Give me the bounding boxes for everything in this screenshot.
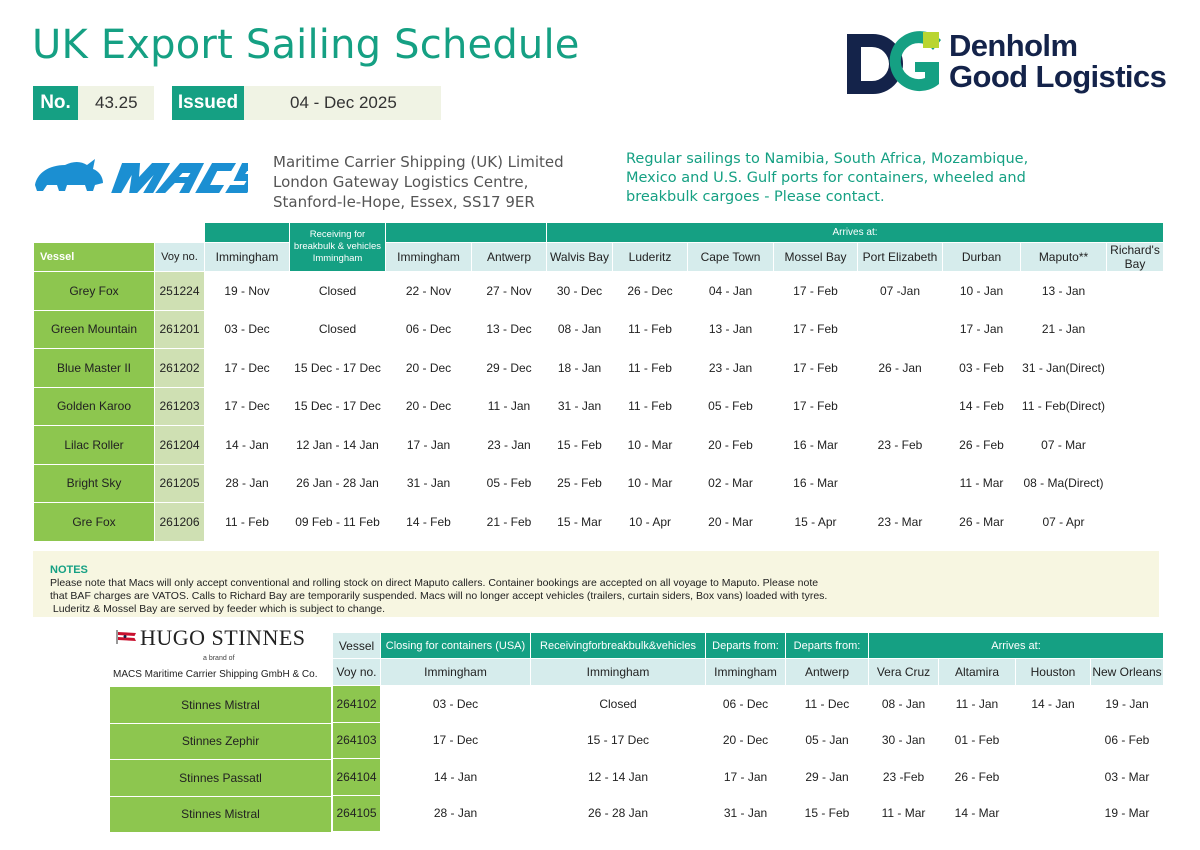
table-cell: 03 - Feb <box>943 349 1021 388</box>
table-cell: 17 - Feb <box>774 272 858 311</box>
table-cell: 07 - Mar <box>1021 426 1107 465</box>
table-cell: 26 - Feb <box>943 426 1021 465</box>
table-cell: 11 - Mar <box>869 795 939 832</box>
company-address <box>273 152 564 212</box>
table-cell: 11 - Jan <box>472 387 547 426</box>
voyage-number: 264104 <box>333 759 381 796</box>
table-row <box>333 795 1164 832</box>
issued-value: 04 - Dec 2025 <box>244 86 441 120</box>
table-cell: 26 - 28 Jan <box>531 795 706 832</box>
vessel-name: Lilac Roller <box>34 426 155 465</box>
col-header: Luderitz <box>613 243 688 272</box>
table-cell: 31 - Jan(Direct) <box>1021 349 1107 388</box>
col-voy-no: Voy no. <box>155 243 205 272</box>
table-cell: 26 - Feb <box>939 759 1016 796</box>
table-cell: Closed <box>531 686 706 723</box>
table-cell: 11 - Mar <box>943 464 1021 503</box>
table-cell <box>858 387 943 426</box>
table-cell <box>1016 795 1091 832</box>
voyage-number: 251224 <box>155 272 205 311</box>
company-line-3: Stanford-le-Hope, Essex, SS17 9ER <box>273 193 535 211</box>
table-cell: 07 - Apr <box>1021 503 1107 542</box>
table-cell: 14 - Feb <box>943 387 1021 426</box>
table-cell: 13 - Jan <box>688 310 774 349</box>
table-cell: 09 Feb - 11 Feb <box>290 503 386 542</box>
table-cell: 14 - Jan <box>1016 686 1091 723</box>
table-cell: 20 - Dec <box>386 349 472 388</box>
table-cell: 19 - Jan <box>1091 686 1164 723</box>
table-cell: 11 - Feb <box>613 387 688 426</box>
table-cell: 26 - Jan <box>858 349 943 388</box>
hugo-stinnes-schedule-table <box>332 632 1164 832</box>
table-cell: 17 - Jan <box>706 759 786 796</box>
table-cell: Closed <box>290 272 386 311</box>
table-cell: 11 - Feb <box>613 310 688 349</box>
table-cell <box>1107 272 1164 311</box>
col-header: Walvis Bay <box>547 243 613 272</box>
page-title: UK Export Sailing Schedule <box>32 22 580 68</box>
voyage-number: 261204 <box>155 426 205 465</box>
col-header: Antwerp <box>786 659 869 686</box>
col-header: Altamira <box>939 659 1016 686</box>
col-header: Cape Town <box>688 243 774 272</box>
table-cell: 03 - Dec <box>205 310 290 349</box>
number-label: No. <box>33 86 78 120</box>
table-cell: 26 - Mar <box>943 503 1021 542</box>
table-cell: 21 - Jan <box>1021 310 1107 349</box>
col-header: Immingham <box>531 659 706 686</box>
table-cell: 15 - Mar <box>547 503 613 542</box>
table-cell: 01 - Feb <box>939 722 1016 759</box>
table-cell: 20 - Feb <box>688 426 774 465</box>
table-cell: 06 - Dec <box>386 310 472 349</box>
table-row <box>34 426 1164 465</box>
voyage-number: 261201 <box>155 310 205 349</box>
table-cell: 22 - Nov <box>386 272 472 311</box>
table-cell: 17 - Feb <box>774 387 858 426</box>
voyage-number: 261205 <box>155 464 205 503</box>
table-cell: 05 - Feb <box>688 387 774 426</box>
table-cell <box>1107 387 1164 426</box>
col-vessel: Vessel <box>34 243 155 272</box>
voyage-number: 264105 <box>333 795 381 832</box>
table-row <box>34 503 1164 542</box>
table-cell: 10 - Mar <box>613 464 688 503</box>
table-cell: 29 - Dec <box>472 349 547 388</box>
hugo-stinnes-company: MACS Maritime Carrier Shipping GmbH & Co. <box>113 669 318 680</box>
table-cell: 06 - Dec <box>706 686 786 723</box>
table-cell: 13 - Dec <box>472 310 547 349</box>
table-cell: 20 - Dec <box>386 387 472 426</box>
table-cell: 03 - Mar <box>1091 759 1164 796</box>
table-cell: 17 - Jan <box>386 426 472 465</box>
table-row <box>34 310 1164 349</box>
vessel-name: Stinnes Zephir <box>110 723 332 760</box>
table-cell <box>858 310 943 349</box>
table-cell: 08 - Jan <box>869 686 939 723</box>
vessel-name: Golden Karoo <box>34 387 155 426</box>
table-cell: 15 Dec - 17 Dec <box>290 349 386 388</box>
table-cell: 14 - Mar <box>939 795 1016 832</box>
vessel-name: Grey Fox <box>34 272 155 311</box>
col-header: Richard's Bay <box>1107 243 1164 272</box>
table-cell: 30 - Jan <box>869 722 939 759</box>
table-row <box>34 272 1164 311</box>
brand-of-label: a brand of <box>203 655 235 662</box>
table-cell: 17 - Dec <box>205 387 290 426</box>
vessel-name: Green Mountain <box>34 310 155 349</box>
notes-line-2: that BAF charges are VATOS. Calls to Richard Bay are temporarily suspended. Macs will no longer accept vehicles (trailers, curtain siders, Box vans) loaded with tyres. <box>50 590 828 602</box>
table-cell: 05 - Feb <box>472 464 547 503</box>
table-cell: 16 - Mar <box>774 426 858 465</box>
notes-line-1: Please note that Macs will only accept conventional and rolling stock on direct Maputo callers. Container bookings are accepted on all voyage to Maputo. Please note <box>50 577 819 589</box>
table-cell <box>858 464 943 503</box>
table-cell: 14 - Jan <box>205 426 290 465</box>
notes-title: NOTES <box>50 564 88 576</box>
table-cell: 18 - Jan <box>547 349 613 388</box>
group-header-closing: Closing for containers (USA) <box>381 633 531 659</box>
table-cell: 08 - Ma(Direct) <box>1021 464 1107 503</box>
number-value: 43.25 <box>78 86 154 120</box>
macs-rhino-logo <box>33 155 248 197</box>
table-cell: 11 - Jan <box>939 686 1016 723</box>
table-cell: 02 - Mar <box>688 464 774 503</box>
table-cell: 17 - Feb <box>774 349 858 388</box>
table-cell <box>1107 349 1164 388</box>
table-cell: 04 - Jan <box>688 272 774 311</box>
table-cell: 14 - Jan <box>381 759 531 796</box>
table-cell <box>1107 426 1164 465</box>
table-cell: 17 - Feb <box>774 310 858 349</box>
table-cell: 11 - Feb <box>205 503 290 542</box>
col-header: Vera Cruz <box>869 659 939 686</box>
dg-line2: Good Logistics <box>949 59 1167 94</box>
group-header-arrives: Arrives at: <box>547 223 1164 243</box>
table-cell <box>1016 759 1091 796</box>
col-header: Immingham <box>706 659 786 686</box>
table-cell: 26 Jan - 28 Jan <box>290 464 386 503</box>
table-row <box>34 387 1164 426</box>
table-cell: 20 - Mar <box>688 503 774 542</box>
table-row <box>333 722 1164 759</box>
col-header: Mossel Bay <box>774 243 858 272</box>
table-row <box>34 464 1164 503</box>
table-cell: 16 - Mar <box>774 464 858 503</box>
table-cell: 30 - Dec <box>547 272 613 311</box>
table-cell: 19 - Nov <box>205 272 290 311</box>
table-cell: 23 -Feb <box>869 759 939 796</box>
table-cell: 11 - Feb(Direct) <box>1021 387 1107 426</box>
group-header-blank-1 <box>205 223 290 243</box>
col-header: Immingham <box>386 243 472 272</box>
vessel-name: Stinnes Mistral <box>110 796 332 833</box>
table-cell: 12 - 14 Jan <box>531 759 706 796</box>
hugo-vessel-names <box>109 686 332 833</box>
col-header: Port Elizabeth <box>858 243 943 272</box>
notes-box <box>33 551 1159 617</box>
table-cell: 23 - Jan <box>472 426 547 465</box>
table-cell: Closed <box>290 310 386 349</box>
hugo-stinnes-flag-icon <box>116 630 138 644</box>
table-cell: 23 - Feb <box>858 426 943 465</box>
hugo-stinnes-wordmark: HUGO STINNES <box>140 625 306 650</box>
table-cell: 28 - Jan <box>205 464 290 503</box>
vessel-name: Stinnes Passatl <box>110 760 332 797</box>
col-header: Immingham <box>205 243 290 272</box>
group-header-receiving: Receiving for breakbulk & vehicles Immingham <box>290 223 386 272</box>
issued-label: Issued <box>172 86 244 120</box>
voyage-number: 261203 <box>155 387 205 426</box>
table-cell: 19 - Mar <box>1091 795 1164 832</box>
col-header: New Orleans <box>1091 659 1164 686</box>
table-cell: 31 - Jan <box>706 795 786 832</box>
table-cell: 17 - Dec <box>205 349 290 388</box>
table-cell <box>1107 310 1164 349</box>
table-cell: 23 - Mar <box>858 503 943 542</box>
table-cell: 31 - Jan <box>386 464 472 503</box>
table-cell: 21 - Feb <box>472 503 547 542</box>
table-row <box>333 686 1164 723</box>
table-cell: 15 - Feb <box>547 426 613 465</box>
table-cell: 11 - Dec <box>786 686 869 723</box>
vessel-name: Stinnes Mistral <box>110 687 332 724</box>
table-cell: 12 Jan - 14 Jan <box>290 426 386 465</box>
table-cell: 17 - Dec <box>381 722 531 759</box>
table-cell: 31 - Jan <box>547 387 613 426</box>
table-row <box>333 759 1164 796</box>
table-cell: 28 - Jan <box>381 795 531 832</box>
table-cell: 27 - Nov <box>472 272 547 311</box>
table-cell: 05 - Jan <box>786 722 869 759</box>
table-cell: 10 - Apr <box>613 503 688 542</box>
col-header: Houston <box>1016 659 1091 686</box>
col-header: Antwerp <box>472 243 547 272</box>
table-cell: 10 - Jan <box>943 272 1021 311</box>
service-tagline: Regular sailings to Namibia, South Africa, Mozambique, Mexico and U.S. Gulf ports for containers, wheeled and breakbulk cargoes - Please contact. <box>626 151 1029 205</box>
dg-line1: Denholm <box>949 28 1078 63</box>
table-cell <box>1107 503 1164 542</box>
group-header-receiving: Receivingforbreakbulk&vehicles <box>531 633 706 659</box>
voyage-number: 264102 <box>333 686 381 723</box>
group-header-departs-2: Departs from: <box>786 633 869 659</box>
table-cell: 15 Dec - 17 Dec <box>290 387 386 426</box>
vessel-name: Gre Fox <box>34 503 155 542</box>
macs-schedule-table <box>33 222 1164 542</box>
table-cell: 15 - 17 Dec <box>531 722 706 759</box>
table-cell: 07 -Jan <box>858 272 943 311</box>
table-cell: 26 - Dec <box>613 272 688 311</box>
vessel-name: Blue Master II <box>34 349 155 388</box>
table-cell: 15 - Feb <box>786 795 869 832</box>
denholm-good-logistics-wordmark <box>949 30 1166 92</box>
voyage-number: 264103 <box>333 722 381 759</box>
col-header: Maputo** <box>1021 243 1107 272</box>
table-cell: 11 - Feb <box>613 349 688 388</box>
group-header-arrives: Arrives at: <box>869 633 1164 659</box>
col-header: Durban <box>943 243 1021 272</box>
table-cell: 10 - Mar <box>613 426 688 465</box>
table-cell: 20 - Dec <box>706 722 786 759</box>
col-voy-no: Voy no. <box>333 659 381 686</box>
table-cell: 25 - Feb <box>547 464 613 503</box>
voyage-number: 261206 <box>155 503 205 542</box>
table-cell: 29 - Jan <box>786 759 869 796</box>
table-row <box>34 349 1164 388</box>
group-header-departs <box>386 223 547 243</box>
table-cell <box>1016 722 1091 759</box>
table-cell: 15 - Apr <box>774 503 858 542</box>
vessel-name: Bright Sky <box>34 464 155 503</box>
table-cell: 08 - Jan <box>547 310 613 349</box>
header-spacer <box>34 223 205 243</box>
table-cell: 23 - Jan <box>688 349 774 388</box>
voyage-number: 261202 <box>155 349 205 388</box>
company-line-2: London Gateway Logistics Centre, <box>273 173 529 191</box>
col-header: Immingham <box>381 659 531 686</box>
table-cell: 13 - Jan <box>1021 272 1107 311</box>
table-cell: 14 - Feb <box>386 503 472 542</box>
table-cell <box>1107 464 1164 503</box>
table-cell: 17 - Jan <box>943 310 1021 349</box>
table-cell: 03 - Dec <box>381 686 531 723</box>
group-header-departs-1: Departs from: <box>706 633 786 659</box>
col-vessel: Vessel <box>333 633 381 659</box>
table-cell: 06 - Feb <box>1091 722 1164 759</box>
company-line-1: Maritime Carrier Shipping (UK) Limited <box>273 153 564 171</box>
notes-line-3: Luderitz & Mossel Bay are served by feeder which is subject to change. <box>50 603 386 615</box>
